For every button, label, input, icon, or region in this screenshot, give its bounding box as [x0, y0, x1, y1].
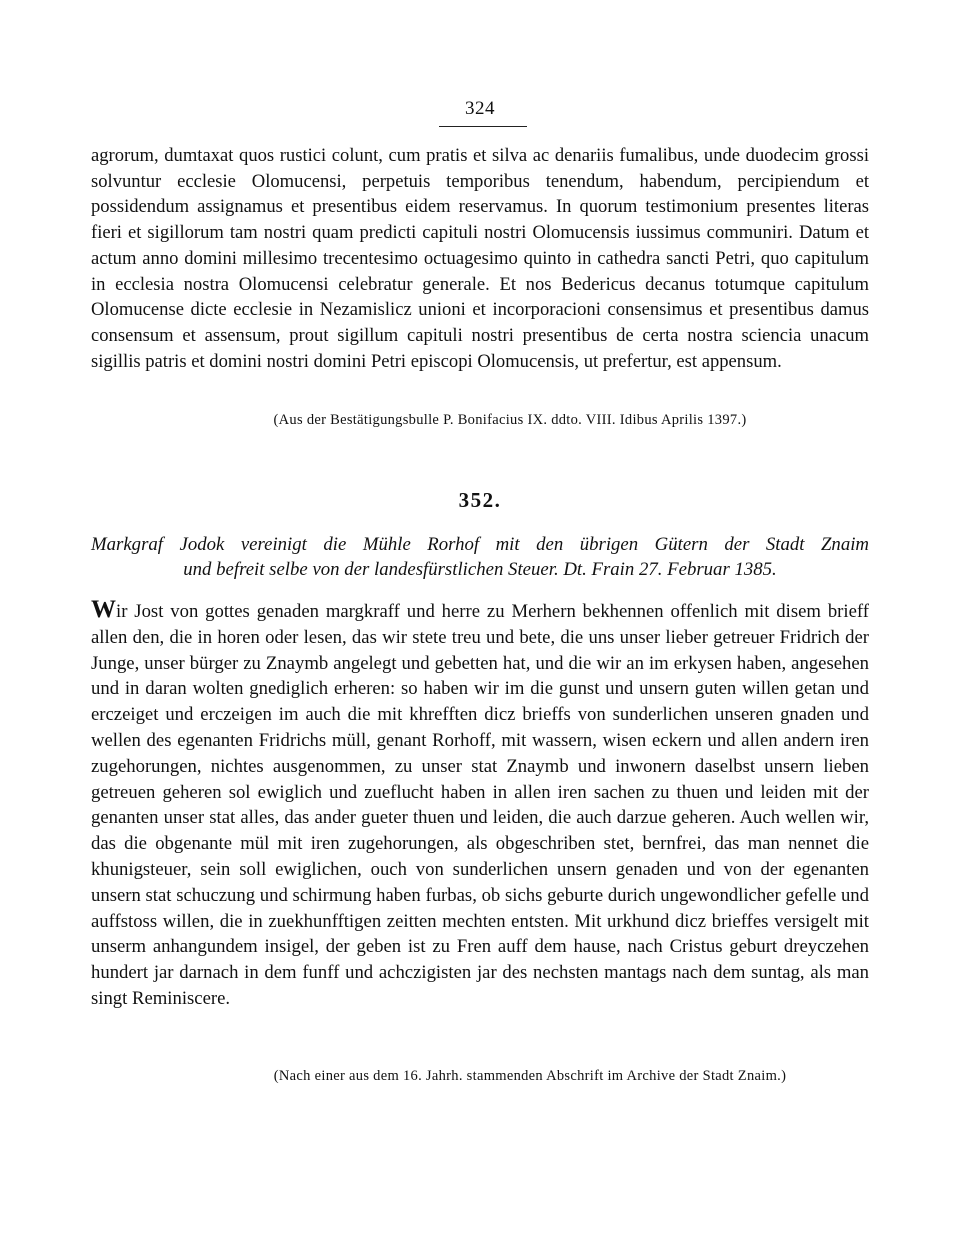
document-source-note: (Nach einer aus dem 16. Jahrh. stammenden Abschrift im Archive der Stadt Znaim.): [273, 1068, 787, 1084]
document-body: [91, 597, 869, 1012]
document-heading-line-1: Markgraf Jodok vereinigt die Mühle Rorhof mit den übrigen Gütern der Stadt Znaim: [91, 534, 869, 555]
header-rule: [439, 126, 527, 127]
document-body-text: ir Jost von gottes genaden margkraff und herre zu Merhern bekhennen offenlich mit disem brieff allen den, die in horen oder lesen, das wir stete treu und bete, die uns unser lieber getreuer Fridrich der Junge, unser bürger zu Znaymb angelegt und gebetten hat, und die wir an im erkysen haben, angesehen und in daran wolten gnediglich erheren: so haben wir im die gunst und unsern guten willen getan und erczeiget und erczeigen im auch die mit khrefften dicz brieffs von sunderlichen unseren gnaden und wellen des egenanten Fridrichs müll, genant Rorhoff, mit wassern, wisen eckern und allen andern iren zugehorungen, nichtes ausgenommen, zu unser stat Znaymb und inwonern daselbst unsern lieben getreuen geheren sol ewiglich und zueflucht haben in allen iren sachen zu thuen und leiden mit der genanten unser stat alles, das ander gueter thuen und leiden, die auch darzue geheren. Auch wellen wir, das die obgenante mül mit iren zugehorungen, als obgeschriben stet, bernfrei, das man nennet die khunigsteuer, sein soll ewiglichen, ouch von sunderlichen unsern genaden und von der egenanten unsern stat schuczung und schirmung haben furbas, ob sichs geburte durich ungewondlicher gefelle und auffstoss willen, die in zuekhunfftigen zeitten mechten entsten. Mit urkhund dicz brieffes versigelt mit unserm anhangundem insigel, der geben ist zu Fren auff dem hause, nach Cristus geburt dreyczehen hundert jar darnach in dem funff und achczigisten jar des nechsten mantags nach dem suntag, als man singt Reminiscere.: [91, 601, 869, 1009]
preceding-document-text: agrorum, dumtaxat quos rustici colunt, cum pratis et silva ac denariis fumalibus, unde duodecim grossi solvuntur ecclesie Olomucensi, perpetuis temporibus tenendum, habendum, percipiendum et possidendum assignamus et presentibus eidem reservamus. In quorum testimonium presentes literas fieri et sigillorum tam nostri quam predicti capituli nostri Olomucensis iussimus communiri. Datum et actum anno domini millesimo trecentesimo octuagesimo quinto in cathedra sancti Petri, quo capitulum in ecclesia nostra Olomucensi celebratur generale. Et nos Bedericus decanus totumque capitulum Olomucense dicte ecclesie in Nezamislicz unioni et incorporacioni consensimus et presentibus damus consensum et assensum, prout sigillum capituli nostri presentibus de certa nostra sciencia unacum sigillis patris et domini nostri domini Petri episcopi Olomucensis, ut prefertur, est appensum.: [91, 145, 869, 372]
drop-initial: W: [91, 596, 116, 623]
preceding-source-note: (Aus der Bestätigungsbulle P. Bonifacius IX. ddto. VIII. Idibus Aprilis 1397.): [273, 412, 747, 428]
page-number: 324: [465, 98, 495, 119]
document-number: 352.: [458, 488, 502, 512]
document-heading-line-2: und befreit selbe von der landesfürstlichen Steuer. Dt. Frain 27. Februar 1385.: [183, 559, 777, 580]
document-heading: [91, 532, 869, 582]
